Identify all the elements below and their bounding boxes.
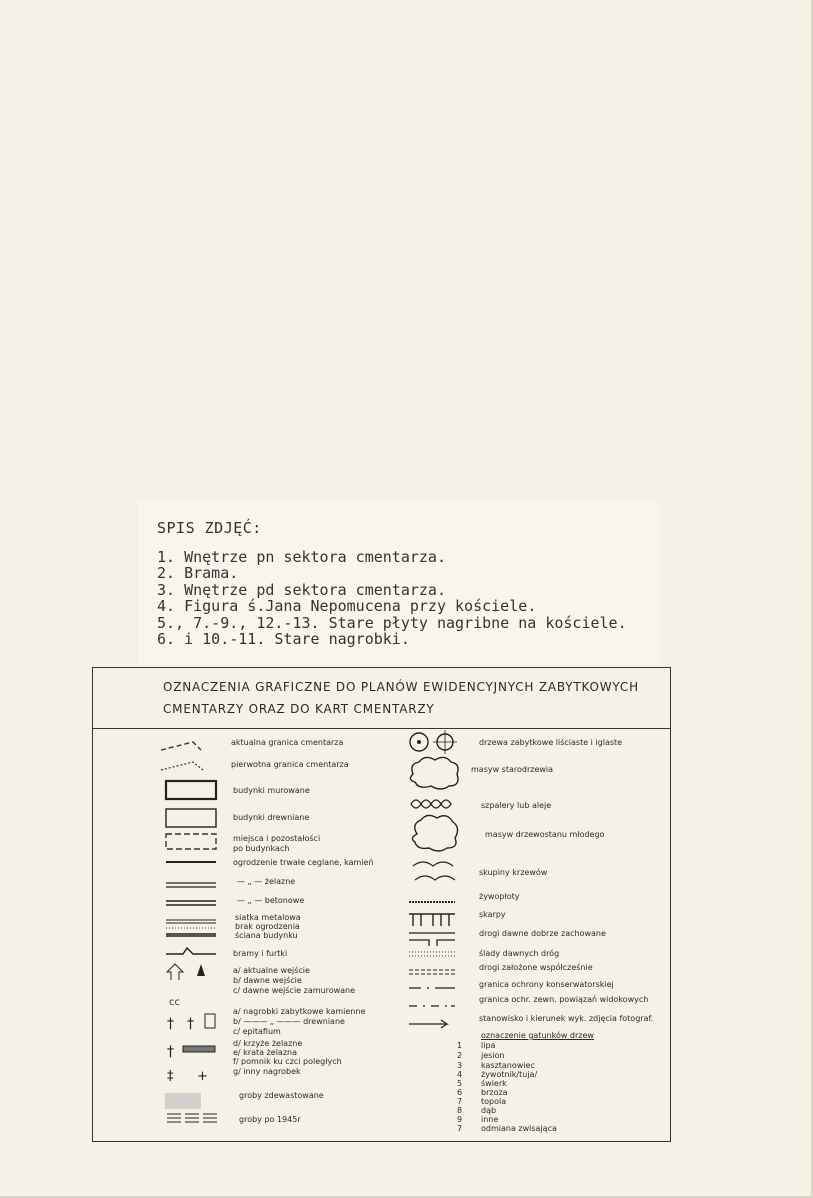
svg-text:†: † bbox=[187, 1016, 194, 1032]
legend-label: skarpy bbox=[479, 910, 506, 919]
legend-label: ogrodzenie trwałe ceglane, kamień bbox=[233, 858, 374, 867]
legend-left-symbols bbox=[153, 730, 223, 1140]
legend-label: c/ epitafium bbox=[233, 1027, 281, 1036]
tree-name: odmiana zwisająca bbox=[481, 1124, 557, 1133]
tree-number: 1 bbox=[457, 1041, 463, 1050]
legend-label: d/ krzyże żelazne bbox=[233, 1039, 303, 1048]
legend-label: e/ krata żelazna bbox=[233, 1048, 297, 1057]
photo-list-item: 6. i 10.-11. Stare nagrobki. bbox=[157, 630, 410, 648]
legend-title-line2: CMENTARZY ORAZ DO KART CMENTARZY bbox=[163, 702, 435, 716]
legend-label: drzewa zabytkowe liściaste i iglaste bbox=[479, 738, 623, 747]
tree-name: inne bbox=[481, 1115, 499, 1124]
tree-number: 4 bbox=[457, 1070, 463, 1079]
legend-label: drogi dawne dobrze zachowane bbox=[479, 929, 606, 938]
photo-list-title: SPIS ZDJĘĆ: bbox=[157, 519, 262, 537]
tree-name: dąb bbox=[481, 1106, 497, 1115]
svg-text:ⅽⅽ: ⅽⅽ bbox=[169, 997, 180, 1008]
tree-name: jesion bbox=[481, 1051, 505, 1060]
legend-label: żywopłoty bbox=[479, 892, 520, 901]
tree-name: świerk bbox=[481, 1079, 507, 1088]
legend-label: budynki murowane bbox=[233, 786, 310, 795]
tree-name: lipa bbox=[481, 1041, 496, 1050]
svg-text:†: † bbox=[167, 1016, 174, 1032]
legend-label: groby po 1945r bbox=[239, 1115, 301, 1124]
legend-label: szpalery lub aleje bbox=[481, 801, 552, 810]
legend-right-symbols bbox=[403, 730, 478, 1140]
tree-number: 3 bbox=[457, 1061, 463, 1070]
legend-label: f/ pomnik ku czci poległych bbox=[233, 1057, 342, 1066]
legend-label: a/ aktualne wejście bbox=[233, 966, 310, 975]
legend-label: a/ nagrobki zabytkowe kamienne bbox=[233, 1007, 366, 1016]
tree-name: żywotnik/tuja/ bbox=[481, 1070, 538, 1079]
legend-label: b/ dawne wejście bbox=[233, 976, 302, 985]
legend-title-line1: OZNACZENIA GRAFICZNE DO PLANÓW EWIDENCYJNYCH ZABYTKOWYCH bbox=[163, 680, 639, 694]
legend-label: masyw drzewostanu młodego bbox=[485, 830, 605, 839]
photo-list-item: 4. Figura ś.Jana Nepomucena przy kościele. bbox=[157, 597, 537, 615]
legend-label: drogi założone współcześnie bbox=[479, 963, 593, 972]
tree-number: 8 bbox=[457, 1106, 463, 1115]
legend-label: pierwotna granica cmentarza bbox=[231, 760, 349, 769]
tree-number: 7 bbox=[457, 1097, 463, 1106]
legend-label: granica ochrony konserwatorskiej bbox=[479, 980, 614, 989]
tree-species-header: oznaczenie gatunków drzew bbox=[481, 1031, 594, 1040]
legend-label: c/ dawne wejście zamurowane bbox=[233, 986, 356, 995]
svg-text:†: † bbox=[167, 1044, 174, 1060]
tree-number: 6 bbox=[457, 1088, 463, 1097]
legend-label: ślady dawnych dróg bbox=[479, 949, 560, 958]
tree-number: 5 bbox=[457, 1079, 463, 1088]
legend-label: po budynkach bbox=[233, 844, 290, 853]
tree-name: kasztanowiec bbox=[481, 1061, 535, 1070]
legend-label: miejsca i pozostałości bbox=[233, 834, 321, 843]
legend-label: groby zdewastowane bbox=[239, 1091, 324, 1100]
legend-label: aktualna granica cmentarza bbox=[231, 738, 344, 747]
photo-list-item: 1. Wnętrze pn sektora cmentarza. bbox=[157, 547, 446, 566]
tree-name: topola bbox=[481, 1097, 507, 1106]
tree-number: 2 bbox=[457, 1051, 463, 1060]
legend-sheet bbox=[92, 667, 671, 1142]
tree-number: 7 bbox=[457, 1124, 463, 1133]
photo-list-item: 5., 7.-9., 12.-13. Stare płyty nagribne na kościele. bbox=[157, 613, 627, 632]
legend-label: b/ ——— „ ——— drewniane bbox=[233, 1017, 345, 1026]
legend-label: masyw starodrzewia bbox=[471, 765, 554, 774]
tree-number: 9 bbox=[457, 1115, 463, 1124]
legend-label: bramy i furtki bbox=[233, 949, 288, 958]
legend-label: stanowisko i kierunek wyk. zdjęcia fotograf. bbox=[479, 1014, 654, 1023]
photo-list bbox=[157, 520, 627, 648]
photo-list-item: 3. Wnętrze pd sektora cmentarza. bbox=[157, 580, 446, 599]
legend-label: budynki drewniane bbox=[233, 813, 310, 822]
legend-label: brak ogrodzenia bbox=[235, 922, 300, 931]
photo-list-item: 2. Brama. bbox=[157, 564, 239, 582]
legend-label: — „ — betonowe bbox=[237, 896, 305, 905]
legend-label: siatka metalowa bbox=[235, 913, 301, 922]
legend-header bbox=[93, 668, 670, 729]
legend-label: ściana budynku bbox=[235, 931, 298, 940]
legend-label: — „ — żelazne bbox=[237, 877, 296, 886]
tree-name: brzoza bbox=[481, 1088, 508, 1097]
legend-label: g/ inny nagrobek bbox=[233, 1067, 301, 1076]
svg-text:‡: ‡ bbox=[167, 1069, 174, 1084]
legend-label: granica ochr. zewn. powiązań widokowych bbox=[479, 995, 649, 1004]
legend-label: skupiny krzewów bbox=[479, 868, 548, 877]
svg-text:+: + bbox=[197, 1069, 208, 1084]
